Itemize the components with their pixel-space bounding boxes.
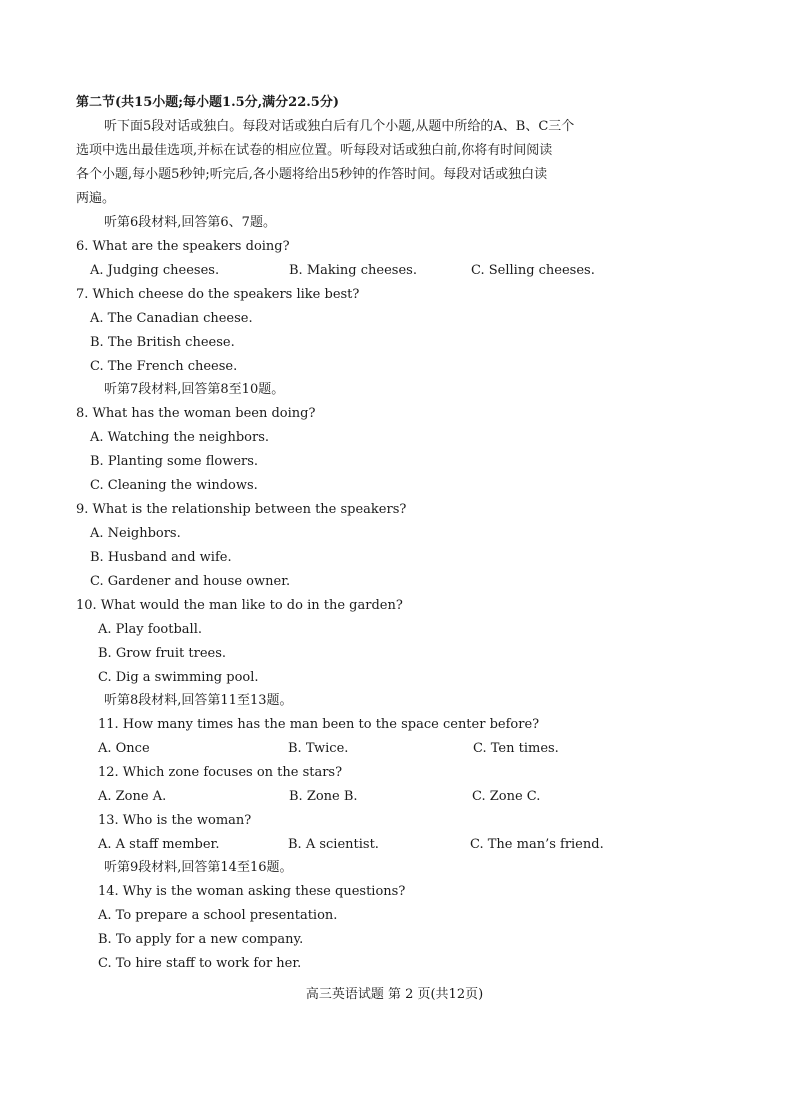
question-12-option-b: B. Zone B. bbox=[289, 789, 358, 804]
instruction-line-3: 各个小题,每小题5秒钟;听完后,各小题将给出5秒钟的作答时间。每段对话或独白读 bbox=[76, 167, 548, 182]
question-13-option-a: A. A staff member. bbox=[98, 837, 220, 852]
question-9-stem: 9. What is the relationship between the speakers? bbox=[76, 502, 407, 517]
instruction-line-2: 选项中选出最佳选项,并标在试卷的相应位置。听每段对话或独白前,你将有时间阅读 bbox=[76, 143, 553, 158]
question-8-option-a: A. Watching the neighbors. bbox=[90, 430, 270, 445]
question-14-option-b: B. To apply for a new company. bbox=[98, 932, 304, 947]
question-11-option-c: C. Ten times. bbox=[473, 741, 559, 756]
page-footer: 高三英语试题 第 2 页(共12页) bbox=[305, 987, 484, 1002]
section-header: 第二节(共15小题;每小题1.5分,满分22.5分) bbox=[76, 95, 339, 110]
question-12-option-c: C. Zone C. bbox=[472, 789, 541, 804]
question-12-stem: 12. Which zone focuses on the stars? bbox=[98, 765, 343, 780]
question-7-option-b: B. The British cheese. bbox=[90, 335, 235, 350]
question-11-option-b: B. Twice. bbox=[288, 741, 349, 756]
question-8-option-b: B. Planting some flowers. bbox=[90, 454, 259, 469]
material-9-note: 听第9段材料,回答第14至16题。 bbox=[104, 860, 293, 875]
question-11-option-a: A. Once bbox=[98, 741, 150, 756]
question-13-stem: 13. Who is the woman? bbox=[98, 813, 252, 828]
question-14-option-c: C. To hire staff to work for her. bbox=[98, 956, 302, 971]
question-9-option-c: C. Gardener and house owner. bbox=[90, 574, 291, 589]
question-6-option-b: B. Making cheeses. bbox=[289, 263, 417, 278]
material-7-note: 听第7段材料,回答第8至10题。 bbox=[104, 382, 285, 397]
question-6-stem: 6. What are the speakers doing? bbox=[76, 239, 290, 254]
question-7-stem: 7. Which cheese do the speakers like best? bbox=[76, 287, 360, 302]
question-12-option-a: A. Zone A. bbox=[98, 789, 167, 804]
material-8-note: 听第8段材料,回答第11至13题。 bbox=[104, 693, 293, 708]
question-7-option-a: A. The Canadian cheese. bbox=[90, 311, 253, 326]
question-10-stem: 10. What would the man like to do in the garden? bbox=[76, 598, 403, 613]
material-6-note: 听第6段材料,回答第6、7题。 bbox=[104, 215, 276, 230]
question-7-option-c: C. The French cheese. bbox=[90, 359, 238, 374]
question-8-stem: 8. What has the woman been doing? bbox=[76, 406, 316, 421]
question-6-option-a: A. Judging cheeses. bbox=[90, 263, 220, 278]
question-14-stem: 14. Why is the woman asking these questions? bbox=[98, 884, 406, 899]
question-6-option-c: C. Selling cheeses. bbox=[471, 263, 595, 278]
instruction-line-4: 两遍。 bbox=[76, 191, 116, 206]
question-14-option-a: A. To prepare a school presentation. bbox=[98, 908, 338, 923]
question-10-option-a: A. Play football. bbox=[98, 622, 202, 637]
question-9-option-a: A. Neighbors. bbox=[90, 526, 181, 541]
question-11-stem: 11. How many times has the man been to the space center before? bbox=[98, 717, 540, 732]
question-10-option-b: B. Grow fruit trees. bbox=[98, 646, 227, 661]
question-13-option-c: C. The man’s friend. bbox=[470, 837, 604, 852]
question-10-option-c: C. Dig a swimming pool. bbox=[98, 670, 259, 685]
question-9-option-b: B. Husband and wife. bbox=[90, 550, 232, 565]
question-8-option-c: C. Cleaning the windows. bbox=[90, 478, 258, 493]
instruction-line-1: 听下面5段对话或独白。每段对话或独白后有几个小题,从题中所给的A、B、C三个 bbox=[104, 119, 575, 134]
question-13-option-b: B. A scientist. bbox=[288, 837, 379, 852]
